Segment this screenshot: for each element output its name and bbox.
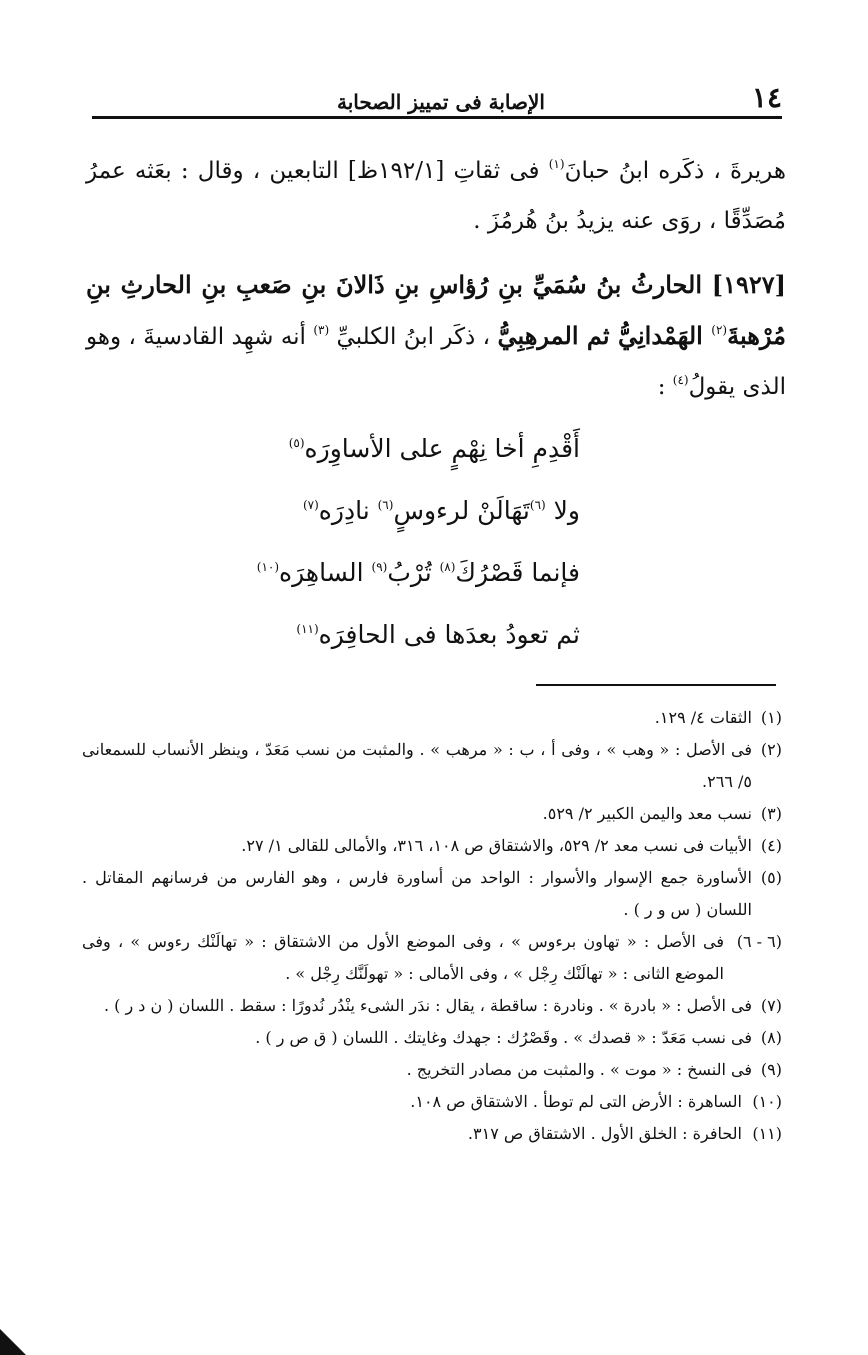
- text-run: الذى يقولُ: [688, 374, 786, 400]
- footnote: [82, 798, 782, 830]
- footnote: [82, 1022, 782, 1054]
- footnote-text: الأساورة جمع الإسوار والأسوار : الواحد من أساورة فارس ، وهو الفارس من فرسانهم المقاتل . اللسان ( س و ر ) .: [82, 868, 752, 919]
- text-run: هريرةَ ، ذكَره ابنُ حبانَ: [564, 158, 786, 184]
- entry-heading: [١٩٢٧] الحارثُ بنُ سُمَيِّ بنِ رُؤاسِ بنِ ذَالانَ بنِ صَعبِ بنِ الحارثِ بنِ مُرْهبةَ: [86, 270, 786, 350]
- footnote-ref: (٣): [313, 323, 330, 337]
- footnote: [82, 990, 782, 1022]
- footnote-text: فى الأصل : « تهاون برءوس » ، وفى الموضع الأول من الاشتقاق : « تهالَنْك رءوس » ، وفى الموضع الثانى : « تهالَنْك رِجْل » ، وفى الأمالى : « تهولَنَّك رِجْل » .: [82, 932, 724, 983]
- footnote-number: (٢): [760, 740, 782, 759]
- footnotes: [82, 702, 782, 1150]
- text-run: مُصَدِّقًا ، روَى عنه يزيدُ بنُ هُرمُزَ .: [473, 208, 786, 234]
- footnote-ref: (٥): [288, 436, 305, 450]
- footnote-text: الأبيات فى نسب معد ٢/ ٥٢٩، والاشتقاق ص ١٠٨، ٣١٦، والأمالى للقالى ١/ ٢٧.: [241, 836, 752, 855]
- footnote-ref: (٩): [371, 560, 388, 574]
- footnote-text: فى الأصل : « وهب » ، وفى أ ، ب : « مرهب » . والمثبت من نسب مَعَدّ ، وينظر الأنساب للسمعانى ٥/ ٢٦٦.: [82, 740, 752, 791]
- text-run: ، ذكَر ابنُ الكلبيِّ: [329, 324, 498, 350]
- text-run: فى ثقاتِ [١٩٢/١ظ] التابعين ، وقال : بعَثه عمرُ: [86, 158, 549, 184]
- footnote-ref: (١): [548, 157, 565, 171]
- footnote-text: نسب معد واليمن الكبير ٢/ ٥٢٩.: [542, 804, 752, 823]
- footnote: [82, 1118, 782, 1150]
- footnote-number: (٤): [760, 836, 782, 855]
- header-divider: [92, 116, 782, 119]
- footnote-ref: (٤): [672, 373, 689, 387]
- footnote: [82, 1086, 782, 1118]
- poem: [160, 418, 580, 666]
- footnote-divider: [536, 684, 776, 686]
- entry-paragraph: [86, 260, 786, 412]
- scan-corner-mark: [0, 1329, 26, 1355]
- footnote: [82, 830, 782, 862]
- poem-verse: [160, 480, 580, 542]
- footnote: [82, 702, 782, 734]
- footnote-number: (١): [760, 708, 782, 727]
- footnote-number: (٩): [760, 1060, 782, 1079]
- footnote-ref: (١٠): [256, 560, 280, 574]
- running-header: [92, 62, 782, 112]
- footnote-number: (٨): [760, 1028, 782, 1047]
- footnote-text: الساهرة : الأرض التى لم توطأ . الاشتقاق ص ١٠٨.: [410, 1092, 742, 1111]
- footnote: [82, 1054, 782, 1086]
- text-run: أنه شهِد القادسيةَ ، وهو: [86, 324, 314, 350]
- poem-verse: [160, 604, 580, 666]
- footnote-text: الثقات ٤/ ١٢٩.: [654, 708, 752, 727]
- text-run: :: [657, 374, 673, 400]
- footnote-number: (١٠): [752, 1092, 782, 1111]
- footnote: [82, 734, 782, 798]
- footnote-text: فى نسب مَعَدّ : « قصدك » . وقَصْرُك : جهدك وغايتك . اللسان ( ق ص ر ) .: [255, 1028, 752, 1047]
- footnote-ref: (٧): [302, 498, 319, 512]
- verse-text: تُرْبُ: [387, 558, 440, 587]
- footnote-ref: (٨): [439, 560, 456, 574]
- page-number: ١٤: [751, 81, 782, 114]
- verse-text: أَقْدِمِ أخا نِهْمٍ على الأساوِرَه: [304, 434, 580, 463]
- footnote-ref: (٦): [529, 498, 546, 512]
- entry-heading-rest: الهَمْدانِيُّ ثم المرهِبِيُّ: [497, 321, 712, 350]
- verse-text: تَهَالَنْ لرءوسٍ: [393, 496, 530, 525]
- book-title: الإصابة فى تمييز الصحابة: [337, 90, 545, 114]
- footnote-text: الحافرة : الخلق الأول . الاشتقاق ص ٣١٧.: [467, 1124, 742, 1143]
- footnote: [82, 926, 782, 990]
- main-text: [86, 146, 786, 412]
- footnote-text: فى الأصل : « بادرة » . ونادرة : ساقطة ، يقال : ندَر الشىء ينْدُر نُدورًا : سقط . اللسان ( ن د ر ) .: [103, 996, 752, 1015]
- footnote-number: (٥): [760, 868, 782, 887]
- footnote-number: (٧): [760, 996, 782, 1015]
- verse-text: فإنما قَصْرُكَ: [455, 558, 580, 587]
- footnote-number: (٣): [760, 804, 782, 823]
- footnote-ref: (٦): [377, 498, 394, 512]
- verse-text: ولا: [545, 496, 580, 525]
- footnote-ref: (١١): [296, 622, 319, 636]
- footnote-number: (٦ - ٦): [736, 932, 782, 951]
- paragraph-continuation: [86, 146, 786, 246]
- poem-verse: [160, 542, 580, 604]
- footnote-number: (١١): [752, 1124, 782, 1143]
- footnote: [82, 862, 782, 926]
- footnote-text: فى النسخ : « موت » . والمثبت من مصادر التخريج .: [406, 1060, 752, 1079]
- footnote-ref: (٢): [711, 323, 728, 337]
- verse-text: ثم تعودُ بعدَها فى الحافِرَه: [318, 620, 580, 649]
- verse-text: نادِرَه: [318, 496, 378, 525]
- poem-verse: [160, 418, 580, 480]
- verse-text: الساهِرَه: [279, 558, 372, 587]
